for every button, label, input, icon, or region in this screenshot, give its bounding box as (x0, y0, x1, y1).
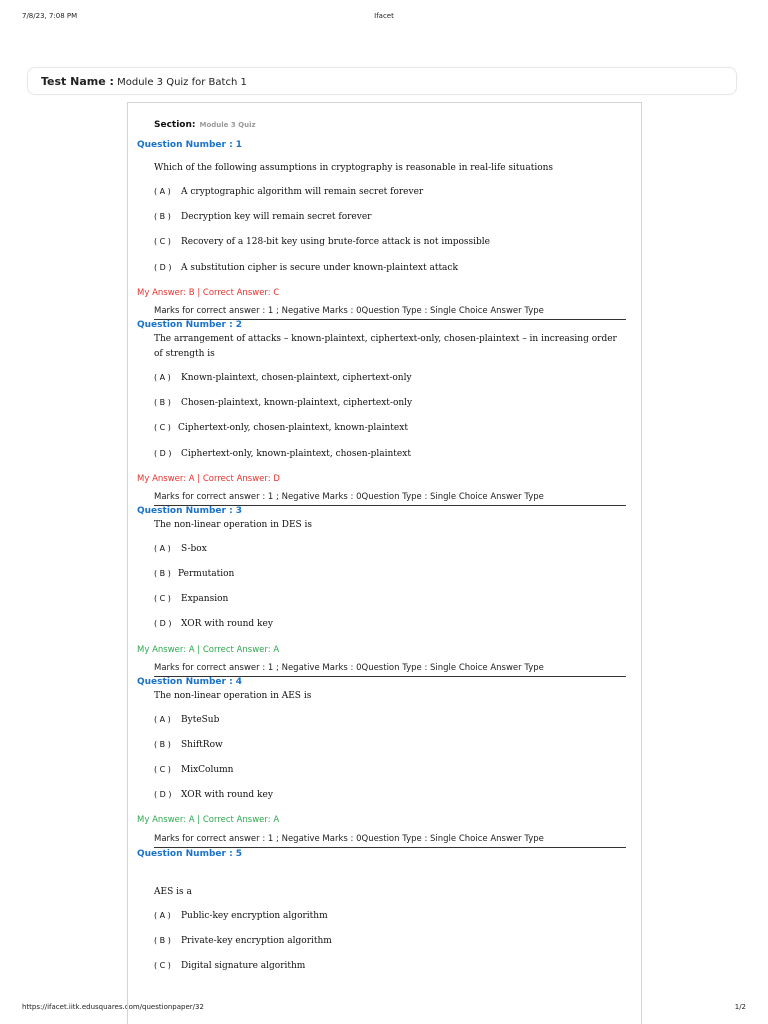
option-letter: ( B ) (154, 936, 171, 945)
option-row (154, 237, 490, 247)
option-row (154, 619, 273, 629)
section-label: Section: (154, 120, 196, 130)
option-text: A substitution cipher is secure under known-plaintext attack (181, 263, 458, 273)
option-row (154, 740, 223, 750)
option-letter: ( D ) (154, 449, 172, 458)
question-text: The non-linear operation in DES is (154, 520, 313, 530)
answer-result: My Answer: A | Correct Answer: A (137, 645, 280, 655)
question-number: Question Number : 3 (137, 506, 243, 516)
question-text: Which of the following assumptions in cryptography is reasonable in real-life situations (154, 163, 554, 173)
option-text: Decryption key will remain secret forever (181, 212, 372, 222)
option-text: S-box (181, 544, 207, 554)
option-row (154, 544, 207, 554)
section-value: Module 3 Quiz (199, 121, 256, 129)
option-text: ShiftRow (181, 740, 223, 750)
print-datetime: 7/8/23, 7:08 PM (22, 12, 78, 20)
option-row (154, 423, 408, 433)
option-text: Ciphertext-only, chosen-plaintext, known-plaintext (178, 423, 408, 433)
marks-info: Marks for correct answer : 1 ; Negative Marks : 0Question Type : Single Choice Answer Type (154, 834, 626, 848)
option-row (154, 212, 371, 222)
question-number: Question Number : 5 (137, 849, 243, 859)
question-number: Question Number : 1 (137, 140, 243, 150)
print-page-number: 1/2 (734, 1003, 746, 1011)
option-letter: ( C ) (154, 594, 171, 603)
test-name-value: Module 3 Quiz for Batch 1 (117, 77, 247, 88)
option-row (154, 936, 332, 946)
question-number: Question Number : 2 (137, 320, 243, 330)
option-letter: ( A ) (154, 373, 171, 382)
option-letter: ( D ) (154, 619, 172, 628)
marks-info: Marks for correct answer : 1 ; Negative Marks : 0Question Type : Single Choice Answer Type (154, 306, 626, 320)
option-row (154, 263, 458, 273)
answer-result: My Answer: A | Correct Answer: A (137, 815, 280, 825)
option-letter: ( C ) (154, 237, 171, 246)
option-text: XOR with round key (181, 619, 273, 629)
option-text: Private-key encryption algorithm (181, 936, 332, 946)
option-text: XOR with round key (181, 790, 273, 800)
test-name-label: Test Name : (41, 75, 114, 88)
test-name-card (27, 67, 737, 95)
option-letter: ( C ) (154, 423, 171, 432)
section-heading (154, 120, 256, 130)
option-letter: ( A ) (154, 187, 171, 196)
option-text: ByteSub (181, 715, 220, 725)
option-row (154, 790, 273, 800)
option-row (154, 715, 219, 725)
option-row (154, 961, 305, 971)
marks-info: Marks for correct answer : 1 ; Negative Marks : 0Question Type : Single Choice Answer Type (154, 663, 626, 677)
option-text: Digital signature algorithm (181, 961, 306, 971)
option-text: Public-key encryption algorithm (181, 911, 328, 921)
option-letter: ( C ) (154, 765, 171, 774)
option-text: Ciphertext-only, known-plaintext, chosen-plaintext (181, 449, 411, 459)
option-text: Permutation (178, 569, 235, 579)
option-row (154, 187, 423, 197)
answer-result: My Answer: A | Correct Answer: D (137, 474, 280, 484)
option-row (154, 594, 228, 604)
option-letter: ( C ) (154, 961, 171, 970)
option-text: MixColumn (181, 765, 234, 775)
option-row (154, 449, 411, 459)
option-text: Known-plaintext, chosen-plaintext, ciphertext-only (181, 373, 412, 383)
option-text: A cryptographic algorithm will remain secret forever (181, 187, 424, 197)
option-letter: ( D ) (154, 263, 172, 272)
question-text: AES is a (154, 887, 192, 897)
option-letter: ( A ) (154, 544, 171, 553)
question-text: The non-linear operation in AES is (154, 691, 312, 701)
answer-result: My Answer: B | Correct Answer: C (137, 288, 280, 298)
question-number: Question Number : 4 (137, 677, 243, 687)
question-text: The arrangement of attacks – known-plaintext, ciphertext-only, chosen-plaintext – in increasing order of strength is (154, 334, 617, 359)
option-text: Chosen-plaintext, known-plaintext, ciphertext-only (181, 398, 413, 408)
marks-info: Marks for correct answer : 1 ; Negative Marks : 0Question Type : Single Choice Answer Type (154, 492, 626, 506)
print-url: https://ifacet.iitk.edusquares.com/questionpaper/32 (22, 1003, 204, 1011)
option-row (154, 765, 233, 775)
option-letter: ( A ) (154, 911, 171, 920)
option-row (154, 373, 412, 383)
option-text: Recovery of a 128-bit key using brute-force attack is not impossible (181, 237, 490, 247)
option-letter: ( B ) (154, 569, 171, 578)
option-row (154, 569, 234, 579)
option-row (154, 911, 328, 921)
option-text: Expansion (181, 594, 229, 604)
print-site-title: Ifacet (374, 12, 394, 20)
option-row (154, 398, 412, 408)
option-letter: ( B ) (154, 740, 171, 749)
option-letter: ( B ) (154, 398, 171, 407)
option-letter: ( D ) (154, 790, 172, 799)
option-letter: ( A ) (154, 715, 171, 724)
option-letter: ( B ) (154, 212, 171, 221)
